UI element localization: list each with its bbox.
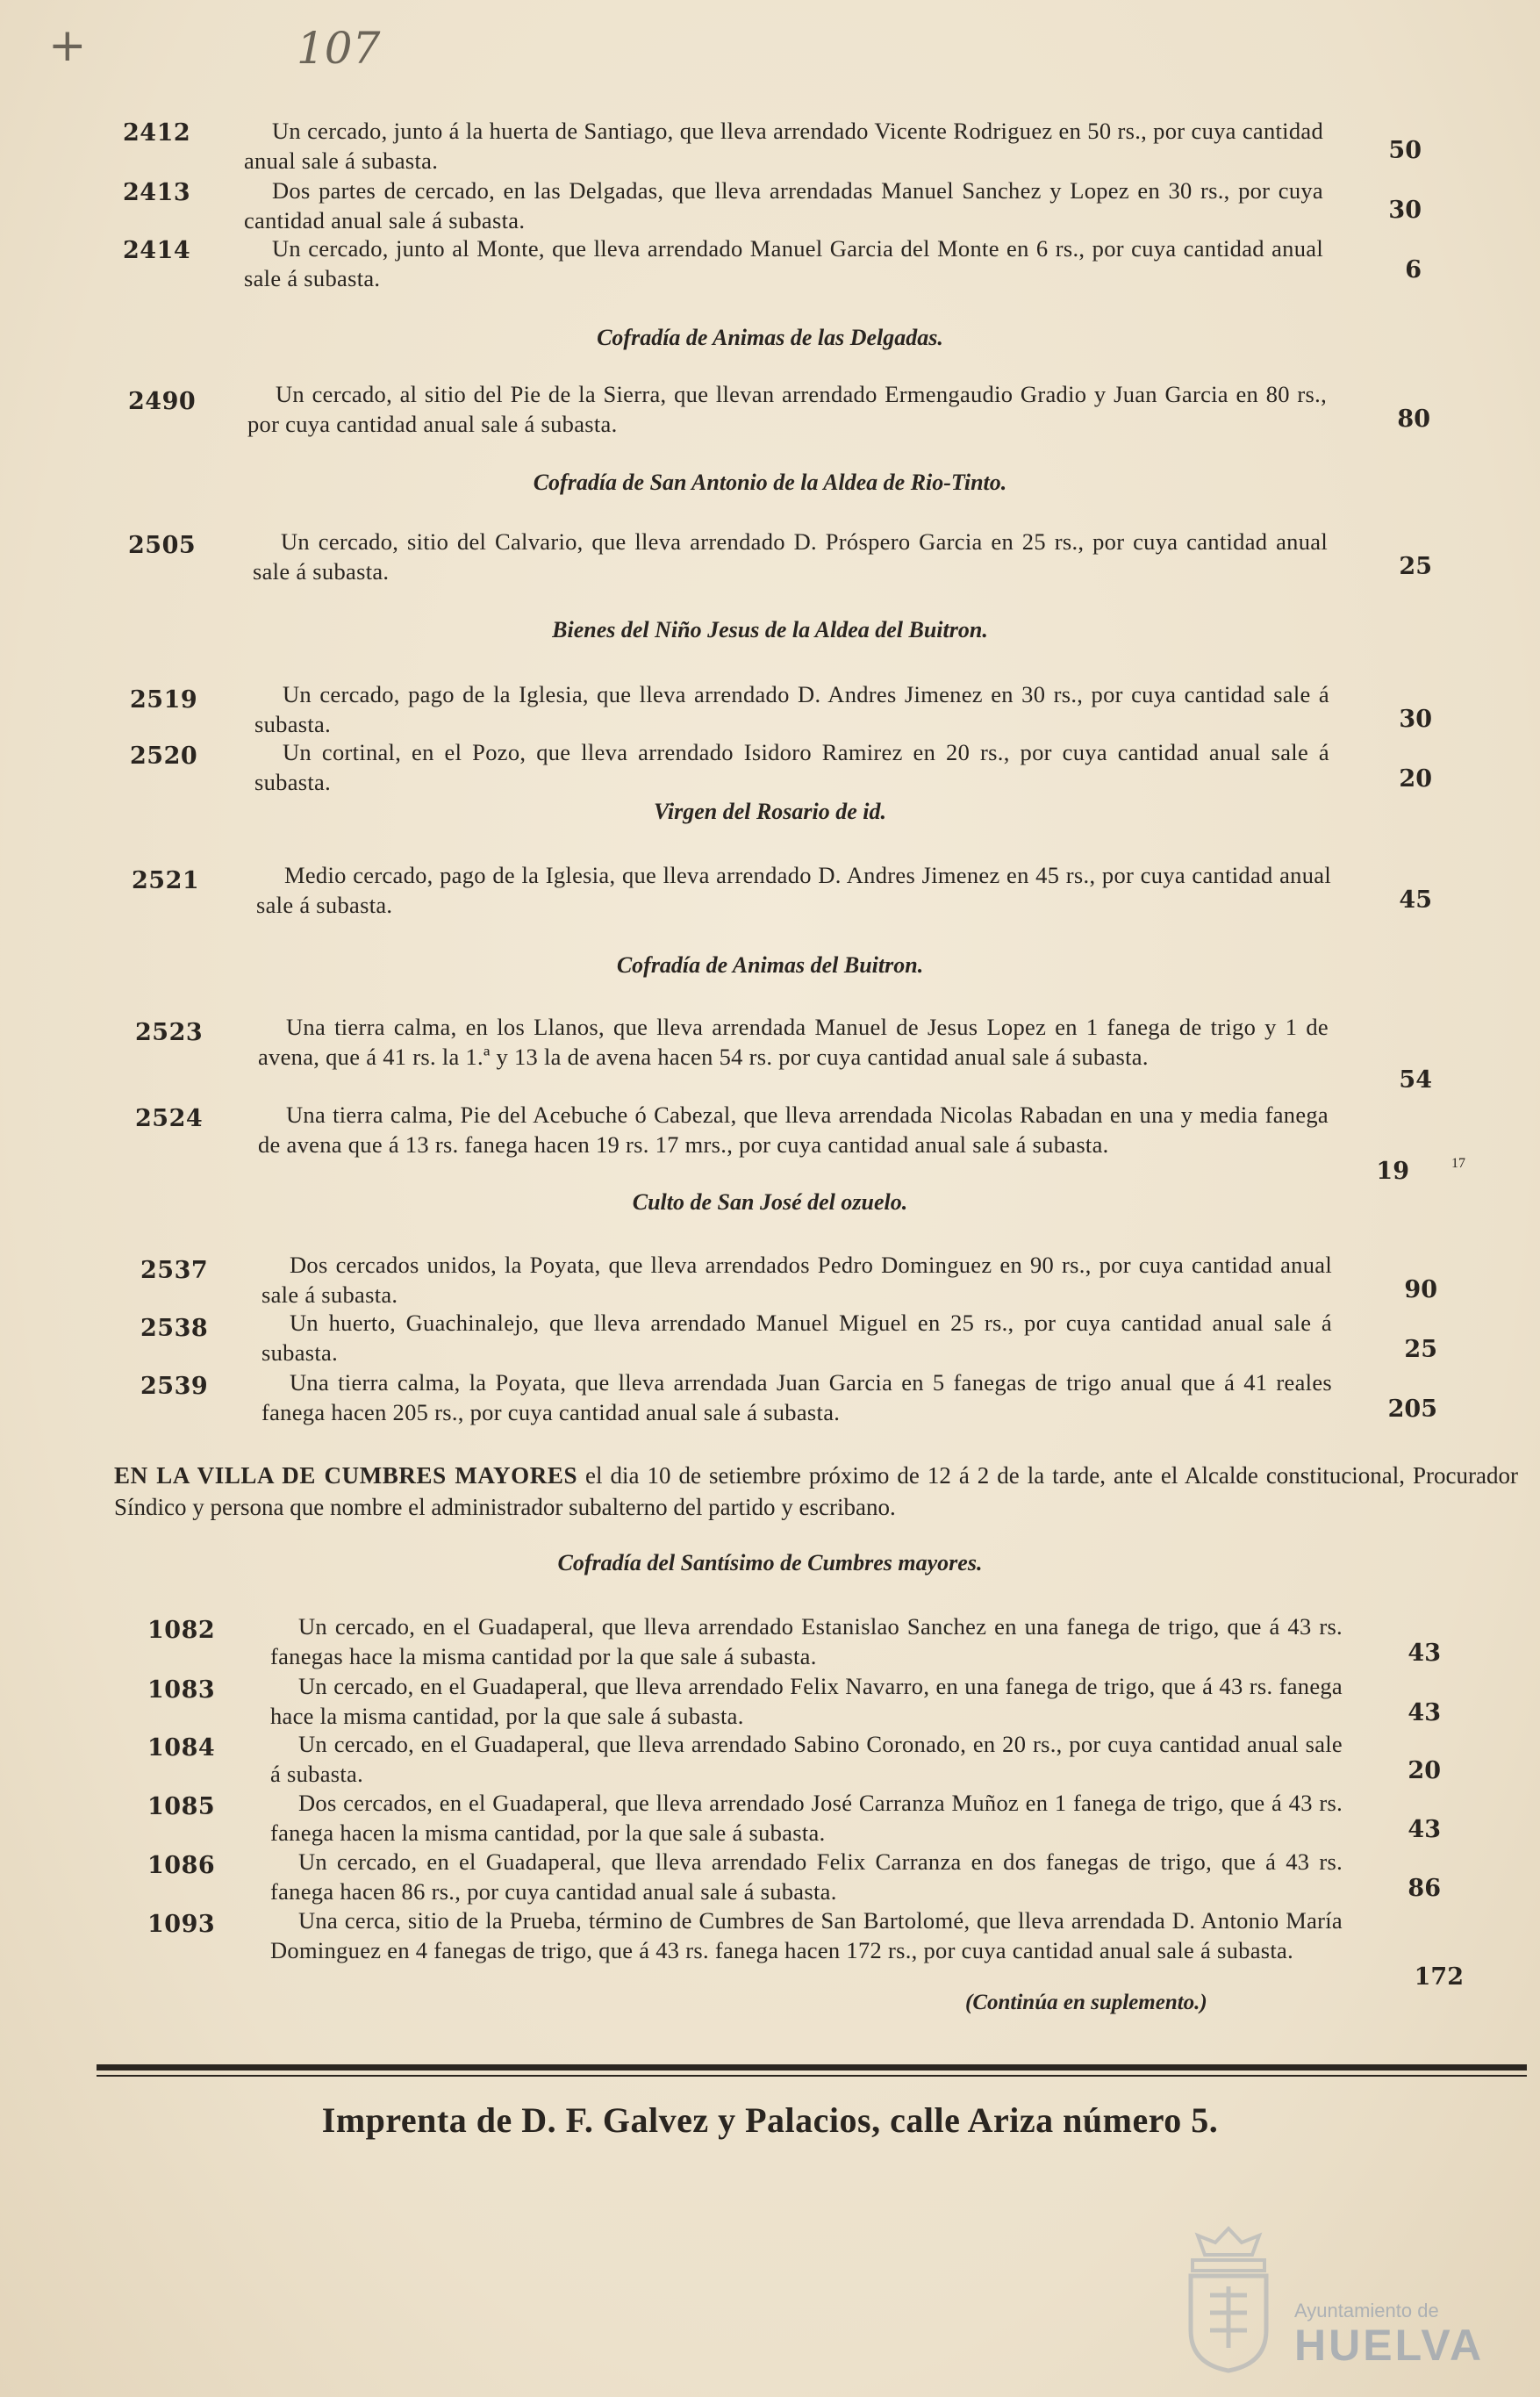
entry-amount: 25 [1404, 1336, 1437, 1363]
printer-imprint: Imprenta de D. F. Galvez y Palacios, calle Ariza número 5. [321, 2100, 1219, 2140]
entry-number: 2414 [123, 237, 191, 264]
section-heading: Cofradía de San Antonio de la Aldea de Rio-Tinto. [533, 470, 1007, 495]
entry-description: Un cercado, sitio del Calvario, que lleva arrendado D. Próspero Garcia en 25 rs., por cuya cantidad anual sale á subasta. [253, 528, 1328, 585]
entry-description: Un cercado, en el Guadaperal, que lleva arrendado Felix Carranza en dos fanegas de trigo, que á 43 rs. fanega hacen 86 rs., por cuya cantidad anual sale á subasta. [270, 1848, 1343, 1905]
entry-description: Dos partes de cercado, en las Delgadas, que lleva arrendadas Manuel Sanchez y Lopez en 30 rs., por cuya cantidad anual sale á subasta. [244, 177, 1323, 233]
entry-amount: 30 [1388, 197, 1422, 224]
entry-number: 1085 [147, 1793, 216, 1820]
entry-description: Un huerto, Guachinalejo, que lleva arrendado Manuel Miguel en 25 rs., por cuya cantidad anual sale á subasta. [261, 1310, 1332, 1366]
entry-number: 2538 [140, 1315, 209, 1342]
entry-number: 1086 [147, 1852, 216, 1879]
crest-watermark-icon [1180, 2225, 1277, 2374]
entry-description: Un cercado, pago de la Iglesia, que lleva arrendado D. Andres Jimenez en 30 rs., por cuya cantidad sale á subasta. [254, 681, 1329, 737]
entry-number: 2505 [128, 532, 197, 559]
entry-number: 2490 [128, 388, 197, 415]
entry-amount: 6 [1405, 256, 1422, 283]
entry-number: 2413 [123, 179, 191, 206]
town-paragraph-text: el dia 10 de setiembre próximo de 12 á 2 de la tarde, ante el Alcalde constitucional, Procurador Síndico y persona que nombre el administrador subalterno del partido y escribano. [114, 1462, 1518, 1520]
divider [97, 2064, 1527, 2070]
entry-number: 2520 [130, 743, 198, 770]
entry-description: Un cercado, en el Guadaperal, que lleva arrendado Estanislao Sanchez en una fanega de trigo, que á 43 rs. fanegas hace la misma cantidad por la que sale á subasta. [270, 1613, 1343, 1669]
entry-amount: 172 [1414, 1963, 1464, 1991]
entry-amount: 80 [1397, 405, 1430, 433]
entry-amount: 20 [1407, 1757, 1441, 1784]
section-heading: Virgen del Rosario de id. [653, 799, 887, 824]
town-paragraph-lead: EN LA VILLA DE CUMBRES MAYORES [114, 1462, 578, 1489]
entry-number: 2537 [140, 1257, 209, 1284]
section-heading: Cofradía de Animas del Buitron. [616, 952, 924, 978]
divider [97, 2075, 1527, 2077]
watermark-line-2: HUELVA [1294, 2321, 1485, 2370]
entry-number: 2523 [135, 1019, 204, 1046]
page-number: 107 [297, 23, 381, 74]
entry-description: Una tierra calma, la Poyata, que lleva arrendada Juan Garcia en 5 fanegas de trigo anual que á 41 reales fanega hacen 205 rs., por cuya cantidad anual sale á subasta. [261, 1369, 1332, 1425]
watermark-text [1294, 2300, 1484, 2368]
entry-description: Un cortinal, en el Pozo, que lleva arrendado Isidoro Ramirez en 20 rs., por cuya cantidad anual sale á subasta. [254, 739, 1329, 795]
entry-description: Un cercado, en el Guadaperal, que lleva arrendado Sabino Coronado, en 20 rs., por cuya cantidad anual sale á subasta. [270, 1731, 1343, 1787]
continuation-note: (Continúa en suplemento.) [965, 1991, 1207, 2014]
entry-amount: 19 [1376, 1158, 1409, 1185]
entry-number: 2524 [135, 1105, 204, 1132]
entry-description: Un cercado, junto al Monte, que lleva arrendado Manuel Garcia del Monte en 6 rs., por cuya cantidad anual sale á subasta. [244, 235, 1323, 291]
entry-description: Una cerca, sitio de la Prueba, término de Cumbres de San Bartolomé, que lleva arrendada D. Antonio María Dominguez en 4 fanegas de trigo, que á 43 rs. fanega hacen 172 rs., por cuya cantidad anual sale á subasta. [270, 1907, 1343, 1963]
corner-mark: + [48, 19, 87, 72]
entry-number: 1084 [147, 1734, 216, 1762]
entry-amount: 45 [1399, 886, 1432, 914]
entry-number: 2412 [123, 119, 191, 147]
entry-amount: 30 [1399, 706, 1432, 733]
entry-amount: 43 [1407, 1699, 1441, 1726]
entry-description: Un cercado, junto á la huerta de Santiago, que lleva arrendado Vicente Rodriguez en 50 rs., por cuya cantidad anual sale á subasta. [244, 118, 1323, 174]
entry-amount: 86 [1407, 1875, 1441, 1902]
entry-description: Una tierra calma, Pie del Acebuche ó Cabezal, que lleva arrendada Nicolas Rabadan en una y media fanega de avena que á 13 rs. fanega hacen 19 rs. 17 mrs., por cuya cantidad anual sale á subasta. [258, 1102, 1329, 1158]
entry-amount: 43 [1407, 1640, 1441, 1667]
entry-number: 2519 [130, 686, 198, 714]
entry-description: Un cercado, en el Guadaperal, que lleva arrendado Felix Navarro, en una fanega de trigo, que á 43 rs. fanega hace la misma cantidad, por la que sale á subasta. [270, 1673, 1343, 1729]
section-heading: Culto de San José del ozuelo. [632, 1189, 908, 1215]
entry-amount: 54 [1399, 1066, 1432, 1094]
watermark-line-1: Ayuntamiento de [1294, 2300, 1439, 2322]
entry-amount: 43 [1407, 1816, 1441, 1843]
section-heading: Cofradía del Santísimo de Cumbres mayores. [557, 1550, 983, 1575]
entry-description: Un cercado, al sitio del Pie de la Sierra, que llevan arrendado Ermengaudio Gradio y Juan Garcia en 80 rs., por cuya cantidad anual sale á subasta. [247, 381, 1327, 437]
section-heading: Bienes del Niño Jesus de la Aldea del Buitron. [552, 617, 988, 642]
entry-number: 2539 [140, 1373, 209, 1400]
entry-amount: 90 [1404, 1276, 1437, 1303]
entry-description: Medio cercado, pago de la Iglesia, que lleva arrendado D. Andres Jimenez en 45 rs., por cuya cantidad anual sale á subasta. [256, 862, 1331, 918]
entry-amount: 50 [1388, 137, 1422, 164]
entry-description: Una tierra calma, en los Llanos, que lleva arrendada Manuel de Jesus Lopez en 1 fanega de trigo y 1 de avena, que á 41 rs. la 1.ª y 13 la de avena hacen 54 rs. por cuya cantidad anual sale á subasta. [258, 1014, 1329, 1070]
town-paragraph [114, 1460, 1518, 1523]
entry-description: Dos cercados unidos, la Poyata, que lleva arrendados Pedro Dominguez en 90 rs., por cuya cantidad anual sale á subasta. [261, 1252, 1332, 1308]
entry-number: 1083 [147, 1676, 216, 1704]
entry-number: 2521 [132, 867, 200, 894]
entry-description: Dos cercados, en el Guadaperal, que lleva arrendado José Carranza Muñoz en 1 fanega de trigo, que á 43 rs. fanega hacen la misma cantidad, por la que sale á subasta. [270, 1790, 1343, 1846]
entry-amount-fraction: 17 [1451, 1156, 1465, 1171]
entry-number: 1082 [147, 1617, 216, 1644]
entry-number: 1093 [147, 1911, 216, 1938]
entry-amount: 205 [1387, 1396, 1437, 1423]
entry-amount: 25 [1399, 553, 1432, 580]
entry-amount: 20 [1399, 765, 1432, 793]
section-heading: Cofradía de Animas de las Delgadas. [597, 325, 943, 350]
